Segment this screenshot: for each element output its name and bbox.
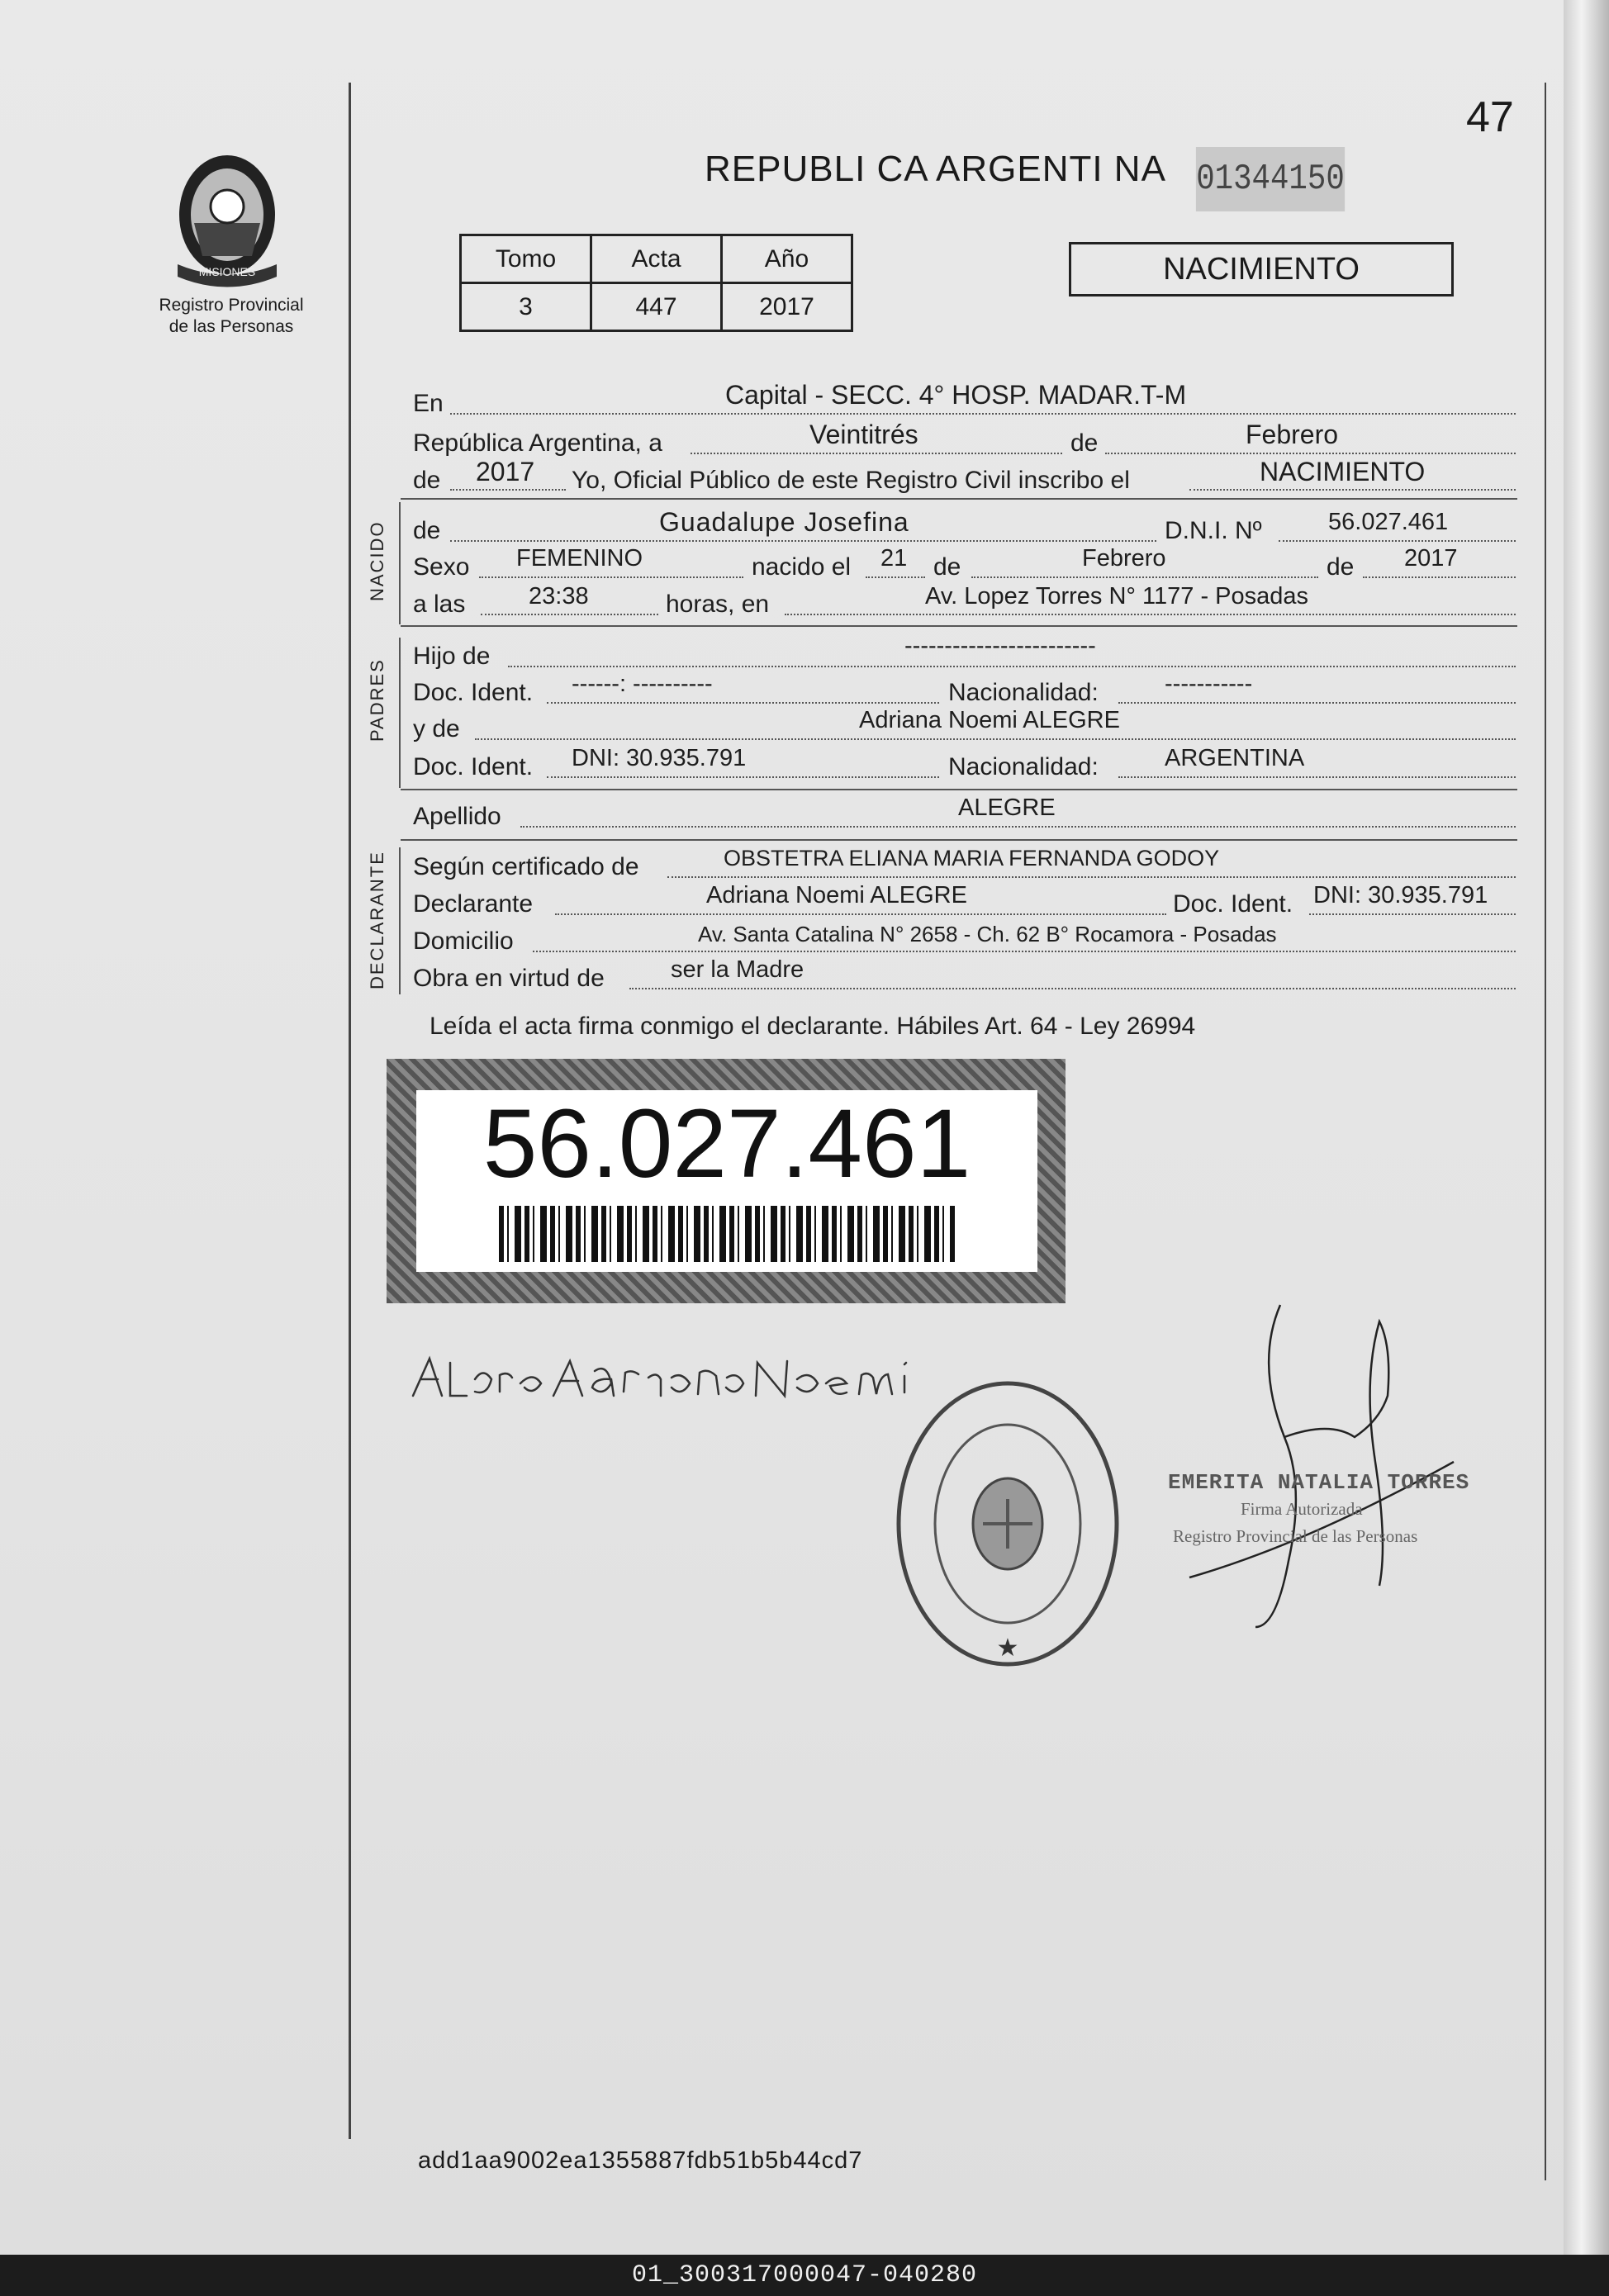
de2-label: de (413, 467, 441, 494)
hora-label: a las (413, 591, 466, 618)
page-edge (1564, 0, 1609, 2255)
file-id-footer: 01_300317000047-040280 (0, 2255, 1609, 2296)
left-margin-line (349, 83, 351, 2139)
signatory-name: EMERITA NATALIA TORRES (1168, 1470, 1470, 1495)
nac2-label: Nacionalidad: (948, 753, 1099, 780)
sticker-dni-number: 56.027.461 (482, 1089, 971, 1198)
nacido-anio-value: 2017 (1404, 545, 1458, 572)
sexo-label: Sexo (413, 553, 470, 581)
declarante-doc-value: DNI: 30.935.791 (1313, 882, 1488, 908)
country-title: REPUBLI CA ARGENTI NA (705, 149, 1166, 189)
horas-label: horas, en (666, 591, 770, 618)
tomo-acta-table (459, 234, 853, 332)
nac1-label: Nacionalidad: (948, 679, 1099, 706)
nacido-de3-label: de (1327, 553, 1355, 581)
declarante-value: Adriana Noemi ALEGRE (706, 882, 967, 908)
yo-text: Yo, Oficial Público de este Registro Civil inscribo el (572, 467, 1130, 494)
de-label: de (1070, 429, 1099, 457)
nacido-de-label: de (413, 517, 441, 544)
hora-value: 23:38 (529, 583, 589, 610)
value-tomo: 3 (461, 283, 591, 331)
svg-text:MISIONES: MISIONES (198, 265, 256, 278)
nacido-section-label: NACIDO (367, 520, 387, 601)
serial-number: 01344150 (1196, 147, 1345, 211)
mes-value: Febrero (1246, 420, 1339, 449)
dni-value: 56.027.461 (1328, 509, 1449, 535)
barcode (499, 1206, 955, 1262)
republica-label: República Argentina, a (413, 429, 662, 457)
declarante-label: Declarante (413, 890, 534, 918)
inscribe-value: NACIMIENTO (1260, 457, 1426, 486)
en-value: Capital - SECC. 4° HOSP. MADAR.T-M (725, 380, 1187, 410)
obra-value: ser la Madre (671, 956, 804, 983)
madre-value: Adriana Noemi ALEGRE (859, 707, 1120, 733)
nacido-nombre-value: Guadalupe Josefina (659, 507, 909, 537)
dni-label: D.N.I. Nº (1165, 517, 1262, 544)
header-acta: Acta (591, 235, 722, 283)
doc2-label: Doc. Ident. (413, 753, 534, 780)
padres-section-label: PADRES (367, 658, 387, 742)
sexo-value: FEMENINO (516, 545, 643, 572)
anio-value: 2017 (476, 457, 535, 486)
nacido-de2-label: de (933, 553, 961, 581)
dni-sticker (387, 1059, 1066, 1303)
en-label: En (413, 390, 444, 417)
nacido-el-label: nacido el (752, 553, 852, 581)
obra-label: Obra en virtud de (413, 965, 605, 992)
svg-text:★: ★ (996, 1634, 1019, 1662)
domicilio-value: Av. Santa Catalina N° 2658 - Ch. 62 B° Rocamora - Posadas (698, 922, 1277, 946)
apellido-label: Apellido (413, 803, 501, 830)
value-anio: 2017 (722, 283, 852, 331)
handwritten-signature (409, 1338, 971, 1412)
logo-caption-1: Registro Provincial (159, 296, 304, 315)
oval-delegation-stamp (892, 1375, 1123, 1672)
nacido-mes-value: Febrero (1082, 545, 1166, 572)
cert-value: OBSTETRA ELIANA MARIA FERNANDA GODOY (724, 846, 1220, 870)
document-hash: add1aa9002ea1355887fdb51b5b44cd7 (418, 2147, 863, 2174)
declarante-doc-label: Doc. Ident. (1173, 890, 1293, 918)
logo-caption-2: de las Personas (168, 317, 294, 336)
nac2-value: ARGENTINA (1165, 745, 1305, 771)
right-margin-line (1545, 83, 1546, 2180)
padre-value: ------------------------ (904, 633, 1096, 659)
apellido-value: ALEGRE (958, 795, 1056, 821)
dia-value: Veintitrés (809, 420, 918, 449)
document-type-box: NACIMIENTO (1069, 242, 1454, 296)
nac1-value: ----------- (1165, 671, 1253, 697)
hijo-de-label: Hijo de (413, 643, 491, 670)
declarante-section-label: DECLARANTE (367, 851, 387, 989)
header-tomo: Tomo (461, 235, 591, 283)
doc1-value: ------: ---------- (572, 671, 713, 697)
cert-label: Según certificado de (413, 853, 639, 880)
signatory-role: Firma Autorizada (1241, 1499, 1363, 1519)
doc1-label: Doc. Ident. (413, 679, 534, 706)
leida-statement: Leída el acta firma conmigo el declarante. Hábiles Art. 64 - Ley 26994 (430, 1013, 1196, 1040)
signatory-org: Registro Provincial de las Personas (1173, 1526, 1418, 1546)
page-number: 47 (1466, 93, 1514, 141)
doc2-value: DNI: 30.935.791 (572, 745, 747, 771)
value-acta: 447 (591, 283, 722, 331)
lugar-nacimiento-value: Av. Lopez Torres N° 1177 - Posadas (925, 583, 1309, 610)
domicilio-label: Domicilio (413, 927, 514, 955)
header-anio: Año (722, 235, 852, 283)
nacido-dia-value: 21 (880, 545, 908, 572)
province-seal-logo (161, 140, 293, 289)
yde-label: y de (413, 715, 460, 742)
